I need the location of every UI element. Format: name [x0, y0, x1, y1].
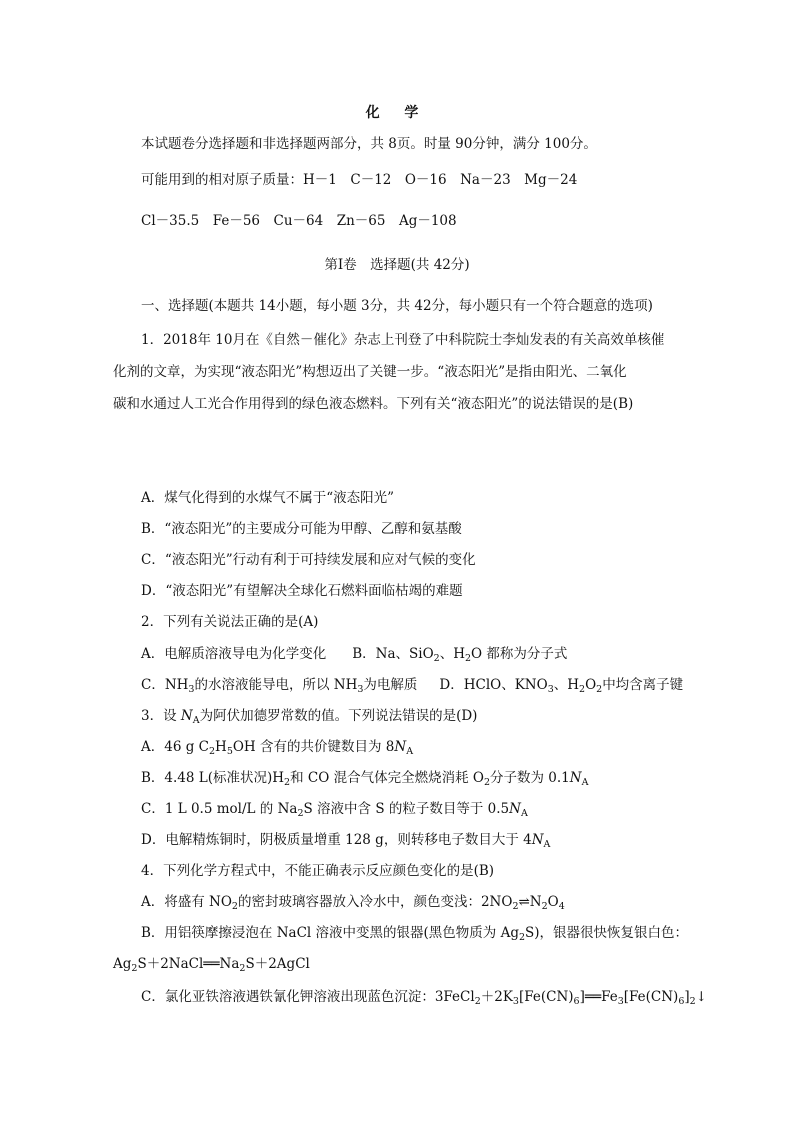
q3-stem: 3．设 $N_A$为阿伏加德罗常数的值。下列说法错误的是(D) — [141, 708, 478, 726]
q2-option-c: C．$NH_3$的水溶液能导电，所以 $NH_3$为电解质 — [141, 677, 418, 695]
page-title: 化 学 — [365, 105, 429, 121]
q4-stem: 4．下列化学方程式中，不能正确表示反应颜色变化的是(B) — [141, 863, 495, 879]
q3-option-c: C．1 L 0.5 mol/L 的 $Na_2S$ 溶液中含 S 的粒子数目等于 $0.5N_A$ — [141, 801, 528, 819]
section-instructions: 一、选择题(本题共 14小题，每小题 3分，共 42分，每小题只有一个符合题意的选项) — [141, 298, 653, 314]
q2-options-ab — [141, 645, 567, 663]
q2-stem: 2．下列有关说法正确的是(A) — [141, 614, 319, 630]
q3-option-a: A．46 g $C_2H_5OH$ 含有的共价键数目为 $8N_A$ — [141, 739, 414, 757]
precipitate-arrow-icon: ↓ — [695, 989, 708, 1005]
q4-option-b-equation: $Ag_2S+2NaCl══Na_2S+2AgCl$ — [113, 956, 310, 974]
q1-stem-line-2: 化剂的文章，为实现“液态阳光”构想迈出了关键一步。“液态阳光”是指由阳光、二氧化 — [113, 364, 627, 380]
equilibrium-arrow-icon: ⇌ — [518, 894, 530, 910]
q1-stem-line-3: 碳和水通过人工光合作用得到的绿色液态燃料。下列有关“液态阳光”的说法错误的是(B) — [113, 396, 634, 412]
q4-option-b: B．用铝筷摩擦浸泡在 NaCl 溶液中变黑的银器(黑色物质为 $Ag_2S$)，银器很快恢复银白色： — [141, 925, 689, 943]
q2-option-d: D．HClO、$KNO_3$、$H_2O_2$中均含离子键 — [439, 677, 684, 695]
q4-option-a: A．将盛有 $NO_2$的密封玻璃容器放入冷水中，颜色变浅：$2NO_2\rightleftharpoons N_2O_4$ — [141, 894, 565, 912]
q1-option-d: D．“液态阳光”有望解决全球化石燃料面临枯竭的难题 — [141, 583, 463, 599]
q4-option-c: C．氯化亚铁溶液遇铁氰化钾溶液出现蓝色沉淀：$3FeCl_2+2K_3[Fe(CN)_6]══Fe_3[Fe(CN)_6]_2↓$ — [141, 989, 708, 1007]
q2-options-cd — [141, 676, 683, 694]
q1-option-a: A．煤气化得到的水煤气不属于“液态阳光” — [141, 490, 395, 506]
q2-option-b: B．Na、SiO$_2$、$H_2O$ 都称为分子式 — [352, 646, 568, 664]
q1-stem-line-1: 1．2018年 10月在《自然－催化》杂志上刊登了中科院院士李灿发表的有关高效单核催 — [141, 332, 665, 348]
atomic-mass-line-1: 可能用到的相对原子质量：H－1 C－12 O－16 Na－23 Mg－24 — [141, 172, 578, 188]
q3-option-b: B．4.48 L(标准状况)$H_2$和 CO 混合气体完全燃烧消耗 $O_2$分子数为 $0.1N_A$ — [141, 770, 589, 788]
q3-option-d: D．电解精炼铜时，阴极质量增重 128 g，则转移电子数目大于 $4N_A$ — [141, 832, 551, 850]
q1-option-b: B．“液态阳光”的主要成分可能为甲醇、乙醇和氨基酸 — [141, 521, 462, 537]
q2-option-a: A．电解质溶液导电为化学变化 — [141, 646, 327, 662]
atomic-mass-line-2: Cl－35.5 Fe－56 Cu－64 Zn－65 Ag－108 — [141, 213, 457, 229]
q1-option-c: C．“液态阳光”行动有利于可持续发展和应对气候的变化 — [141, 552, 476, 568]
section-title: 第Ⅰ卷 选择题(共 42分) — [324, 257, 470, 273]
exam-intro: 本试题卷分选择题和非选择题两部分，共 8页。时量 90分钟，满分 100分。 — [141, 136, 597, 152]
